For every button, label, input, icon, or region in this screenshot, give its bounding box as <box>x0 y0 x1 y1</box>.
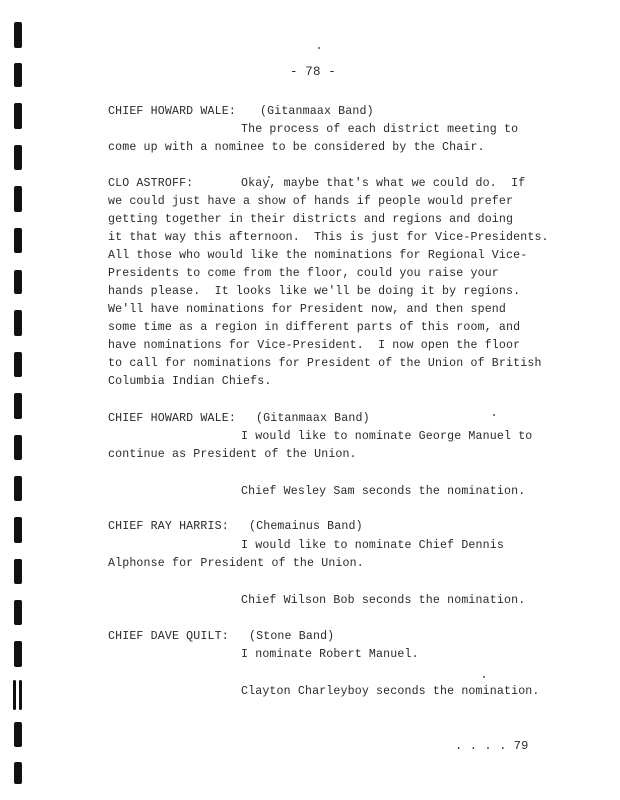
binding-hole <box>14 517 22 543</box>
speaker-name: CHIEF RAY HARRIS: <box>108 520 229 533</box>
speech-line: we could just have a show of hands if people would prefer <box>108 195 514 208</box>
binding-hole <box>14 762 22 784</box>
binding-hole <box>14 310 22 336</box>
binding-hole <box>19 680 22 710</box>
speech-line: We'll have nominations for President now, and then spend <box>108 303 507 316</box>
scan-speck <box>318 47 320 49</box>
speech-line: I nominate Robert Manuel. <box>241 648 419 661</box>
speaker-affiliation: (Gitanmaax Band) <box>260 105 374 118</box>
binding-hole <box>13 680 16 710</box>
binding-hole <box>14 393 22 419</box>
seconder-line: Chief Wilson Bob seconds the nomination. <box>241 594 526 607</box>
speaker-name: CHIEF HOWARD WALE: <box>108 105 236 118</box>
binding-hole <box>14 559 22 584</box>
speaker-name: CLO ASTROFF: <box>108 177 194 190</box>
binding-hole <box>14 63 22 87</box>
speech-line: hands please. It looks like we'll be doing it by regions. <box>108 285 521 298</box>
binding-hole <box>14 228 22 253</box>
speech-line: I would like to nominate Chief Dennis <box>241 539 504 552</box>
speech-line: Presidents to come from the floor, could you raise your <box>108 267 499 280</box>
speaker-affiliation: (Stone Band) <box>249 630 335 643</box>
speech-line: I would like to nominate George Manuel to <box>241 430 533 443</box>
speech-line: Alphonse for President of the Union. <box>108 557 364 570</box>
seconder-line: Chief Wesley Sam seconds the nomination. <box>241 485 526 498</box>
speech-line: The process of each district meeting to <box>241 123 519 136</box>
speech-line: some time as a region in different parts of this room, and <box>108 321 521 334</box>
speech-line: come up with a nominee to be considered by the Chair. <box>108 141 485 154</box>
page-number: - 78 - <box>290 65 336 79</box>
speech-line: have nominations for Vice-President. I now open the floor <box>108 339 521 352</box>
speaker-affiliation: (Chemainus Band) <box>249 520 363 533</box>
binding-holes <box>10 0 30 800</box>
binding-hole <box>14 476 22 501</box>
binding-hole <box>14 22 22 48</box>
scan-speck <box>483 676 485 678</box>
binding-hole <box>14 145 22 170</box>
speech-line: it that way this afternoon. This is just for Vice-Presidents. <box>108 231 549 244</box>
binding-hole <box>14 435 22 460</box>
speech-line: Okay, maybe that's what we could do. If <box>241 177 526 190</box>
speaker-name: CHIEF HOWARD WALE: <box>108 412 236 425</box>
speaker-name: CHIEF DAVE QUILT: <box>108 630 229 643</box>
seconder-line: Clayton Charleyboy seconds the nomination. <box>241 685 540 698</box>
speech-line: to call for nominations for President of the Union of British <box>108 357 542 370</box>
speech-line: Columbia Indian Chiefs. <box>108 375 272 388</box>
binding-hole <box>14 270 22 294</box>
scan-speck <box>493 414 495 416</box>
continuation-marker: . . . . 79 <box>455 739 529 753</box>
binding-hole <box>14 352 22 377</box>
binding-hole <box>14 600 22 625</box>
speaker-affiliation: (Gitanmaax Band) <box>256 412 370 425</box>
speech-line: All those who would like the nominations for Regional Vice- <box>108 249 528 262</box>
binding-hole <box>14 722 22 747</box>
binding-hole <box>14 186 22 212</box>
binding-hole <box>14 641 22 667</box>
binding-hole <box>14 103 22 129</box>
speech-line: getting together in their districts and regions and doing <box>108 213 514 226</box>
speech-line: continue as President of the Union. <box>108 448 357 461</box>
